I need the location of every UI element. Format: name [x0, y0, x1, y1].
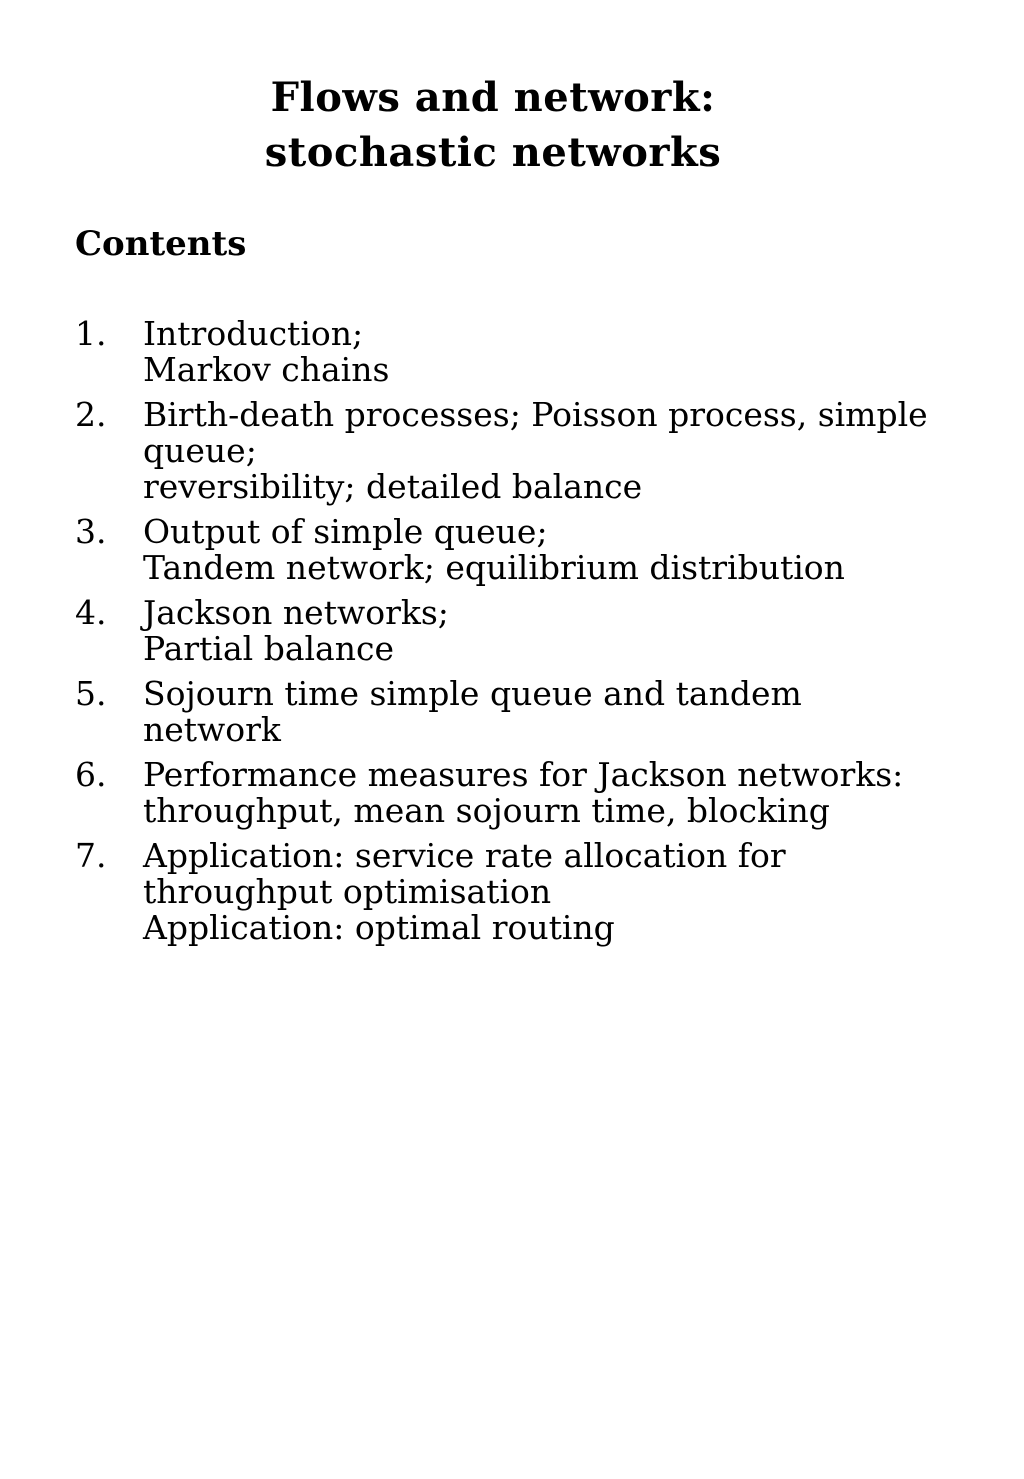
toc-item-3: [75, 514, 975, 586]
toc-item-line: Markov chains: [143, 350, 390, 389]
toc-item-line: Sojourn time simple queue and tandem: [143, 674, 802, 713]
table-of-contents: [75, 316, 975, 955]
toc-item-line: Application: optimal routing: [143, 908, 615, 947]
toc-item-line: Introduction;: [143, 314, 364, 353]
toc-item-line: Partial balance: [143, 629, 394, 668]
toc-item-line: Output of simple queue;: [143, 512, 548, 551]
toc-item-number: 3.: [75, 512, 107, 551]
toc-item-line: Performance measures for Jackson networks:: [143, 755, 904, 794]
document-title: [0, 70, 986, 180]
toc-item-line: throughput, mean sojourn time, blocking: [143, 791, 830, 830]
title-line-2: stochastic networks: [264, 129, 722, 176]
contents-heading: Contents: [75, 224, 247, 264]
toc-item-number: 4.: [75, 593, 107, 632]
title-line-1: Flows and network:: [270, 74, 716, 121]
toc-item-line: network: [143, 710, 281, 749]
toc-item-line: queue;: [143, 431, 257, 470]
toc-item-6: [75, 757, 975, 829]
toc-item-1: [75, 316, 975, 388]
toc-item-2: [75, 397, 975, 505]
toc-item-line: throughput optimisation: [143, 872, 552, 911]
toc-item-line: reversibility; detailed balance: [143, 467, 643, 506]
toc-item-line: Application: service rate allocation for: [143, 836, 786, 875]
toc-item-4: [75, 595, 975, 667]
toc-item-line: Jackson networks;: [143, 593, 449, 632]
toc-item-5: [75, 676, 975, 748]
toc-item-number: 1.: [75, 314, 107, 353]
toc-item-number: 6.: [75, 755, 107, 794]
toc-item-line: Tandem network; equilibrium distribution: [143, 548, 845, 587]
toc-item-number: 2.: [75, 395, 107, 434]
toc-item-number: 5.: [75, 674, 107, 713]
toc-item-7: [75, 838, 975, 946]
toc-item-number: 7.: [75, 836, 107, 875]
toc-item-line: Birth-death processes; Poisson process, simple: [143, 395, 928, 434]
